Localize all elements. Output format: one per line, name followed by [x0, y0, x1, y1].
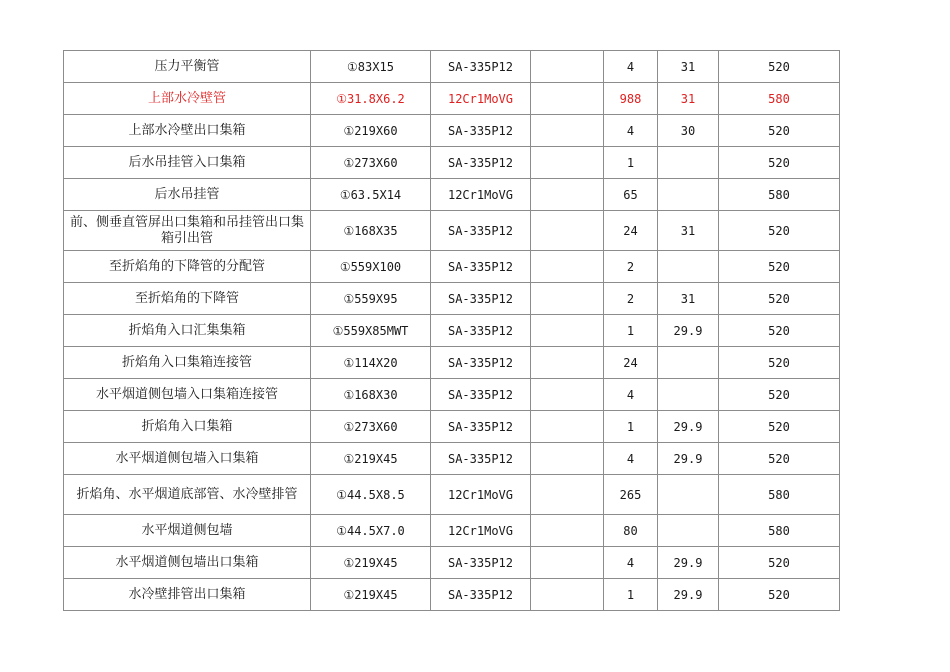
component-name-cell: 折焰角入口集箱: [64, 411, 311, 443]
quantity-cell: 80: [604, 515, 658, 547]
material-cell: 12Cr1MoVG: [431, 515, 531, 547]
component-name-cell: 水冷壁排管出口集箱: [64, 579, 311, 611]
empty-cell: [531, 475, 604, 515]
value-cell: [658, 251, 719, 283]
temperature-cell: 520: [719, 411, 840, 443]
empty-cell: [531, 83, 604, 115]
pipe-spec-cell: ①168X30: [311, 379, 431, 411]
value-cell: 29.9: [658, 579, 719, 611]
pipe-spec-cell: ①44.5X7.0: [311, 515, 431, 547]
pipe-spec-cell: ①31.8X6.2: [311, 83, 431, 115]
temperature-cell: 520: [719, 147, 840, 179]
empty-cell: [531, 211, 604, 251]
quantity-cell: 4: [604, 115, 658, 147]
value-cell: 31: [658, 51, 719, 83]
value-cell: [658, 179, 719, 211]
component-name-cell: 水平烟道侧包墙入口集箱: [64, 443, 311, 475]
temperature-cell: 580: [719, 179, 840, 211]
quantity-cell: 4: [604, 51, 658, 83]
empty-cell: [531, 115, 604, 147]
table-row: [64, 211, 840, 251]
material-cell: SA-335P12: [431, 443, 531, 475]
table-row: [64, 283, 840, 315]
temperature-cell: 520: [719, 379, 840, 411]
quantity-cell: 2: [604, 283, 658, 315]
material-cell: SA-335P12: [431, 147, 531, 179]
table-row: [64, 251, 840, 283]
component-name-cell: 折焰角入口汇集集箱: [64, 315, 311, 347]
component-name-cell: 前、侧垂直管屏出口集箱和吊挂管出口集箱引出管: [64, 211, 311, 251]
component-name-cell: 折焰角入口集箱连接管: [64, 347, 311, 379]
temperature-cell: 520: [719, 51, 840, 83]
empty-cell: [531, 347, 604, 379]
pipe-spec-cell: ①168X35: [311, 211, 431, 251]
value-cell: 29.9: [658, 315, 719, 347]
component-name-cell: 后水吊挂管: [64, 179, 311, 211]
value-cell: 30: [658, 115, 719, 147]
quantity-cell: 1: [604, 147, 658, 179]
temperature-cell: 520: [719, 443, 840, 475]
material-cell: SA-335P12: [431, 283, 531, 315]
component-name-cell: 水平烟道侧包墙: [64, 515, 311, 547]
component-name-cell: 压力平衡管: [64, 51, 311, 83]
material-cell: 12Cr1MoVG: [431, 475, 531, 515]
table-row: [64, 315, 840, 347]
table-row: [64, 179, 840, 211]
empty-cell: [531, 443, 604, 475]
table-row: [64, 515, 840, 547]
table-body: [64, 51, 840, 611]
table-row: [64, 547, 840, 579]
temperature-cell: 520: [719, 115, 840, 147]
empty-cell: [531, 411, 604, 443]
value-cell: 29.9: [658, 547, 719, 579]
material-cell: SA-335P12: [431, 251, 531, 283]
quantity-cell: 1: [604, 411, 658, 443]
table-row: [64, 115, 840, 147]
component-name-cell: 至折焰角的下降管: [64, 283, 311, 315]
material-cell: SA-335P12: [431, 51, 531, 83]
material-cell: 12Cr1MoVG: [431, 83, 531, 115]
component-name-cell: 上部水冷壁出口集箱: [64, 115, 311, 147]
material-cell: SA-335P12: [431, 315, 531, 347]
value-cell: 31: [658, 83, 719, 115]
pipe-spec-cell: ①559X85MWT: [311, 315, 431, 347]
material-cell: SA-335P12: [431, 547, 531, 579]
empty-cell: [531, 379, 604, 411]
material-cell: SA-335P12: [431, 411, 531, 443]
pipe-spec-cell: ①559X95: [311, 283, 431, 315]
temperature-cell: 520: [719, 315, 840, 347]
quantity-cell: 24: [604, 347, 658, 379]
temperature-cell: 520: [719, 251, 840, 283]
pipe-spec-cell: ①83X15: [311, 51, 431, 83]
empty-cell: [531, 251, 604, 283]
quantity-cell: 1: [604, 579, 658, 611]
value-cell: [658, 347, 719, 379]
pipe-spec-cell: ①219X60: [311, 115, 431, 147]
value-cell: [658, 515, 719, 547]
empty-cell: [531, 147, 604, 179]
value-cell: 29.9: [658, 411, 719, 443]
table-row: [64, 147, 840, 179]
quantity-cell: 265: [604, 475, 658, 515]
quantity-cell: 4: [604, 547, 658, 579]
value-cell: 29.9: [658, 443, 719, 475]
table-row: [64, 83, 840, 115]
table-row: [64, 475, 840, 515]
value-cell: [658, 147, 719, 179]
temperature-cell: 520: [719, 347, 840, 379]
empty-cell: [531, 315, 604, 347]
component-name-cell: 后水吊挂管入口集箱: [64, 147, 311, 179]
empty-cell: [531, 283, 604, 315]
material-cell: SA-335P12: [431, 115, 531, 147]
component-name-cell: 水平烟道侧包墙出口集箱: [64, 547, 311, 579]
table-row: [64, 379, 840, 411]
table-row: [64, 411, 840, 443]
temperature-cell: 520: [719, 211, 840, 251]
value-cell: 31: [658, 283, 719, 315]
pipe-spec-cell: ①219X45: [311, 443, 431, 475]
material-cell: SA-335P12: [431, 211, 531, 251]
component-name-cell: 至折焰角的下降管的分配管: [64, 251, 311, 283]
value-cell: 31: [658, 211, 719, 251]
temperature-cell: 520: [719, 579, 840, 611]
component-name-cell: 上部水冷壁管: [64, 83, 311, 115]
pipe-spec-cell: ①63.5X14: [311, 179, 431, 211]
quantity-cell: 65: [604, 179, 658, 211]
empty-cell: [531, 515, 604, 547]
quantity-cell: 4: [604, 443, 658, 475]
pipe-spec-cell: ①273X60: [311, 147, 431, 179]
temperature-cell: 580: [719, 83, 840, 115]
empty-cell: [531, 547, 604, 579]
table-row: [64, 579, 840, 611]
component-name-cell: 折焰角、水平烟道底部管、水冷壁排管: [64, 475, 311, 515]
quantity-cell: 1: [604, 315, 658, 347]
pipe-spec-cell: ①44.5X8.5: [311, 475, 431, 515]
empty-cell: [531, 579, 604, 611]
pipe-spec-cell: ①559X100: [311, 251, 431, 283]
component-table: [63, 50, 840, 611]
temperature-cell: 580: [719, 515, 840, 547]
material-cell: SA-335P12: [431, 579, 531, 611]
table-row: [64, 347, 840, 379]
temperature-cell: 520: [719, 283, 840, 315]
material-cell: 12Cr1MoVG: [431, 179, 531, 211]
value-cell: [658, 379, 719, 411]
material-cell: SA-335P12: [431, 347, 531, 379]
pipe-spec-cell: ①273X60: [311, 411, 431, 443]
quantity-cell: 2: [604, 251, 658, 283]
value-cell: [658, 475, 719, 515]
quantity-cell: 988: [604, 83, 658, 115]
empty-cell: [531, 179, 604, 211]
quantity-cell: 24: [604, 211, 658, 251]
quantity-cell: 4: [604, 379, 658, 411]
empty-cell: [531, 51, 604, 83]
table-row: [64, 51, 840, 83]
pipe-spec-cell: ①114X20: [311, 347, 431, 379]
temperature-cell: 520: [719, 547, 840, 579]
component-name-cell: 水平烟道侧包墙入口集箱连接管: [64, 379, 311, 411]
pipe-spec-cell: ①219X45: [311, 547, 431, 579]
table-row: [64, 443, 840, 475]
temperature-cell: 580: [719, 475, 840, 515]
material-cell: SA-335P12: [431, 379, 531, 411]
pipe-spec-cell: ①219X45: [311, 579, 431, 611]
